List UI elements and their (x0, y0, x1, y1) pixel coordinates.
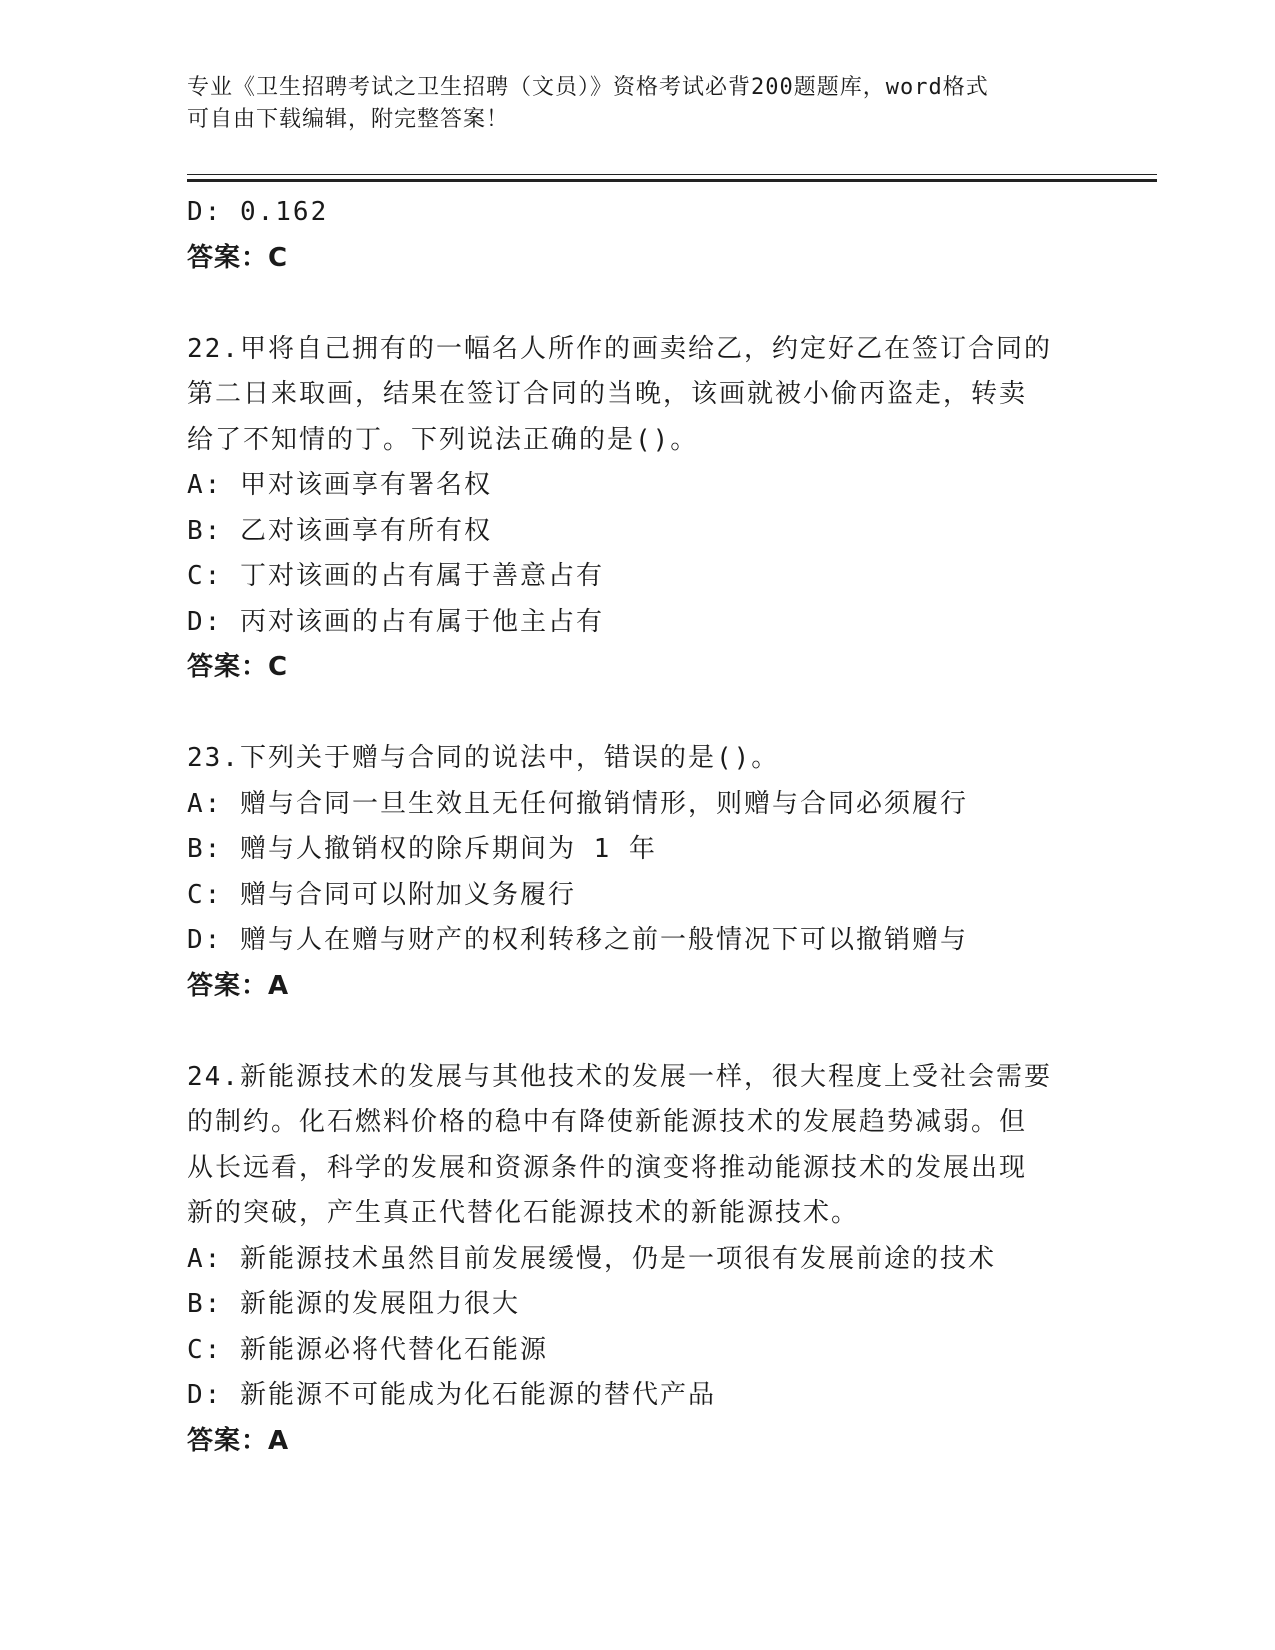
option-b: B: 乙对该画享有所有权 (187, 515, 492, 546)
question-stem: 从长远看，科学的发展和资源条件的演变将推动能源技术的发展出现 (187, 1152, 1028, 1183)
option-d: D: 0.162 (187, 197, 329, 227)
question-24 (187, 1055, 1087, 1465)
question-stem: 24.新能源技术的发展与其他技术的发展一样，很大程度上受社会需要 (187, 1061, 1052, 1092)
answer: 答案：C (187, 652, 289, 682)
option-d: D: 新能源不可能成为化石能源的替代产品 (187, 1380, 716, 1410)
answer: 答案：A (187, 1425, 290, 1456)
option-d: D: 赠与人在赠与财产的权利转移之前一般情况下可以撤销赠与 (187, 925, 968, 955)
question-stem: 新的突破，产生真正代替化石能源技术的新能源技术。 (187, 1198, 860, 1228)
question-21-tail (187, 190, 1087, 281)
option-d: D: 丙对该画的占有属于他主占有 (187, 606, 604, 637)
spacer (187, 691, 1087, 737)
answer: 答案：C (187, 242, 289, 273)
option-a: A: 甲对该画享有署名权 (187, 470, 492, 500)
document-header (187, 72, 1087, 136)
option-c: C: 赠与合同可以附加义务履行 (187, 879, 576, 910)
question-stem: 22.甲将自己拥有的一幅名人所作的画卖给乙，约定好乙在签订合同的 (187, 333, 1052, 364)
option-a: A: 新能源技术虽然目前发展缓慢，仍是一项很有发展前途的技术 (187, 1243, 996, 1274)
question-stem: 的制约。化石燃料价格的稳中有降使新能源技术的发展趋势减弱。但 (187, 1107, 1028, 1137)
header-rule-thin (187, 174, 1157, 175)
question-23 (187, 736, 1087, 1009)
header-line-2: 可自由下载编辑，附完整答案！ (187, 107, 510, 132)
document-body (187, 190, 1087, 1464)
spacer (187, 281, 1087, 327)
header-rule-thick (187, 179, 1157, 182)
option-b: B: 新能源的发展阻力很大 (187, 1289, 520, 1319)
header-line-1: 专业《卫生招聘考试之卫生招聘（文员）》资格考试必背200题题库，word格式 (187, 75, 989, 100)
option-b: B: 赠与人撤销权的除斥期间为 1 年 (187, 834, 657, 864)
option-c: C: 丁对该画的占有属于善意占有 (187, 561, 604, 591)
question-stem: 第二日来取画，结果在签订合同的当晚，该画就被小偷丙盗走，转卖 (187, 379, 1028, 409)
option-a: A: 赠与合同一旦生效且无任何撤销情形，则赠与合同必须履行 (187, 788, 968, 819)
question-22 (187, 327, 1087, 691)
option-c: C: 新能源必将代替化石能源 (187, 1334, 548, 1365)
question-stem: 23.下列关于赠与合同的说法中，错误的是()。 (187, 743, 780, 773)
spacer (187, 1009, 1087, 1055)
answer: 答案：A (187, 970, 290, 1001)
question-stem: 给了不知情的丁。下列说法正确的是()。 (187, 424, 699, 455)
